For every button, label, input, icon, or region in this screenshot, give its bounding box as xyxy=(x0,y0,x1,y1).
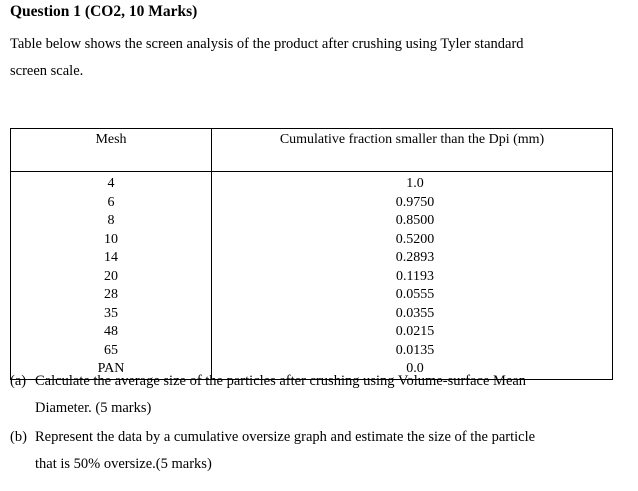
part-b-line-1 xyxy=(10,429,536,446)
table-row xyxy=(11,212,613,231)
mesh-cell: 6 xyxy=(11,194,212,213)
fraction-cell: 0.2893 xyxy=(212,249,613,268)
fraction-cell: 1.0 xyxy=(212,172,613,194)
table-row xyxy=(11,342,613,361)
fraction-cell: 0.9750 xyxy=(212,194,613,213)
part-a-line-1 xyxy=(10,373,527,390)
table-row xyxy=(11,323,613,342)
fraction-cell: 0.0555 xyxy=(212,286,613,305)
table-row xyxy=(11,231,613,250)
fraction-cell: 0.8500 xyxy=(212,212,613,231)
fraction-cell: 0.0215 xyxy=(212,323,613,342)
table-row xyxy=(11,305,613,324)
fraction-cell: 0.5200 xyxy=(212,231,613,250)
mesh-cell: 20 xyxy=(11,268,212,287)
mesh-cell: 65 xyxy=(11,342,212,361)
part-a-line-2: Diameter. (5 marks) xyxy=(35,400,152,416)
mesh-cell: 10 xyxy=(11,231,212,250)
intro-text-line-1: Table below shows the screen analysis of the product after crushing using Tyler standard xyxy=(10,36,524,52)
table-row xyxy=(11,249,613,268)
table-header-row xyxy=(11,129,613,172)
table-row xyxy=(11,268,613,287)
fraction-cell: 0.0135 xyxy=(212,342,613,361)
part-b-line-2: that is 50% oversize.(5 marks) xyxy=(35,456,212,472)
mesh-cell: 35 xyxy=(11,305,212,324)
table-row xyxy=(11,172,613,194)
part-a-text: Calculate the average size of the particles after crushing using Volume-surface Mean xyxy=(35,373,527,389)
fraction-cell: 0.1193 xyxy=(212,268,613,287)
fraction-cell: 0.0 xyxy=(212,360,613,379)
mesh-cell: PAN xyxy=(11,360,212,379)
screen-analysis-table xyxy=(10,128,613,380)
mesh-cell: 14 xyxy=(11,249,212,268)
question-title: Question 1 (CO2, 10 Marks) xyxy=(10,3,198,20)
mesh-cell: 4 xyxy=(11,172,212,194)
fraction-column-header: Cumulative fraction smaller than the Dpi (mm) xyxy=(212,129,613,172)
fraction-cell: 0.0355 xyxy=(212,305,613,324)
part-b-text: Represent the data by a cumulative oversize graph and estimate the size of the particle xyxy=(35,429,536,445)
part-a-marker: (a) xyxy=(10,373,27,389)
part-b-marker: (b) xyxy=(10,429,27,445)
mesh-cell: 28 xyxy=(11,286,212,305)
table-row xyxy=(11,194,613,213)
table-row xyxy=(11,286,613,305)
mesh-cell: 8 xyxy=(11,212,212,231)
mesh-cell: 48 xyxy=(11,323,212,342)
mesh-column-header: Mesh xyxy=(11,129,212,172)
intro-text-line-2: screen scale. xyxy=(10,63,84,79)
